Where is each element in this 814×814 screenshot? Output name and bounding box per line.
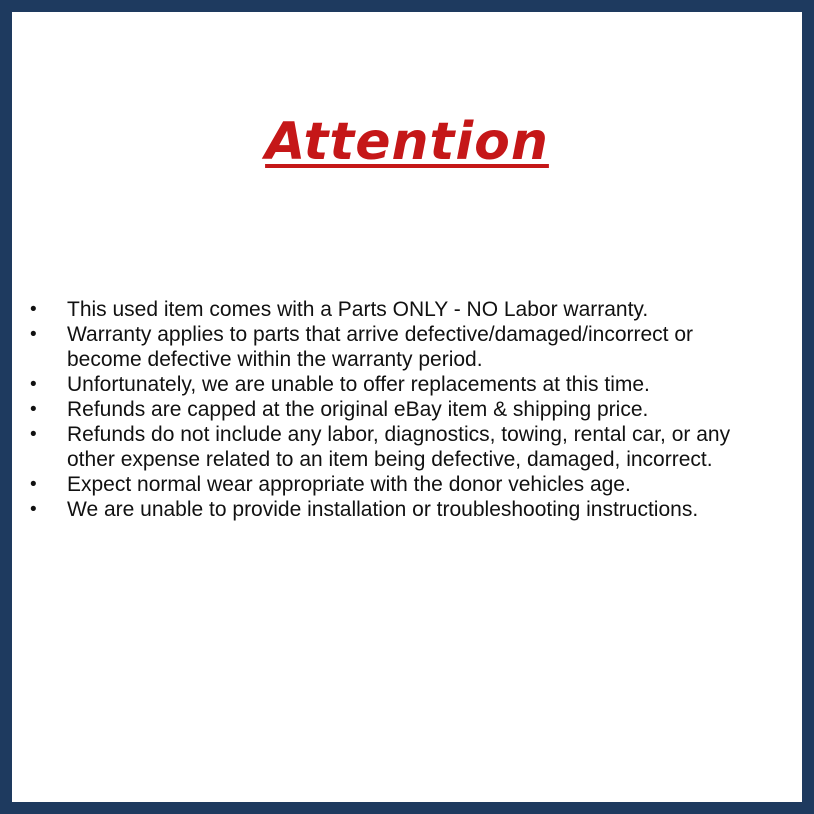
list-item-text: This used item comes with a Parts ONLY - NO Labor warranty. bbox=[67, 298, 649, 321]
warranty-terms-list bbox=[12, 297, 802, 522]
page-title bbox=[12, 112, 802, 172]
bullet-icon: • bbox=[30, 424, 37, 445]
list-item bbox=[30, 397, 782, 422]
list-item bbox=[30, 472, 782, 497]
bullet-icon: • bbox=[30, 499, 37, 520]
bullet-icon: • bbox=[30, 399, 37, 420]
bullet-icon: • bbox=[30, 299, 37, 320]
list-item-text: Refunds do not include any labor, diagnostics, towing, rental car, or any other expense related to an item being defective, damaged, incorrect. bbox=[67, 423, 731, 471]
list-item bbox=[30, 372, 782, 397]
list-item-text: We are unable to provide installation or troubleshooting instructions. bbox=[67, 498, 699, 521]
list-item-text: Warranty applies to parts that arrive defective/damaged/incorrect or become defective within the warranty period. bbox=[67, 323, 694, 371]
bullet-icon: • bbox=[30, 374, 37, 395]
list-item bbox=[30, 497, 782, 522]
bullet-icon: • bbox=[30, 324, 37, 345]
list-item-text: Unfortunately, we are unable to offer replacements at this time. bbox=[67, 373, 650, 396]
list-item-text: Expect normal wear appropriate with the donor vehicles age. bbox=[67, 473, 631, 496]
list-item bbox=[30, 297, 782, 322]
bullet-icon: • bbox=[30, 474, 37, 495]
list-item-text: Refunds are capped at the original eBay item & shipping price. bbox=[67, 398, 649, 421]
list-item bbox=[30, 322, 782, 372]
page-title-text: Attention bbox=[265, 112, 549, 172]
list-item bbox=[30, 422, 782, 472]
